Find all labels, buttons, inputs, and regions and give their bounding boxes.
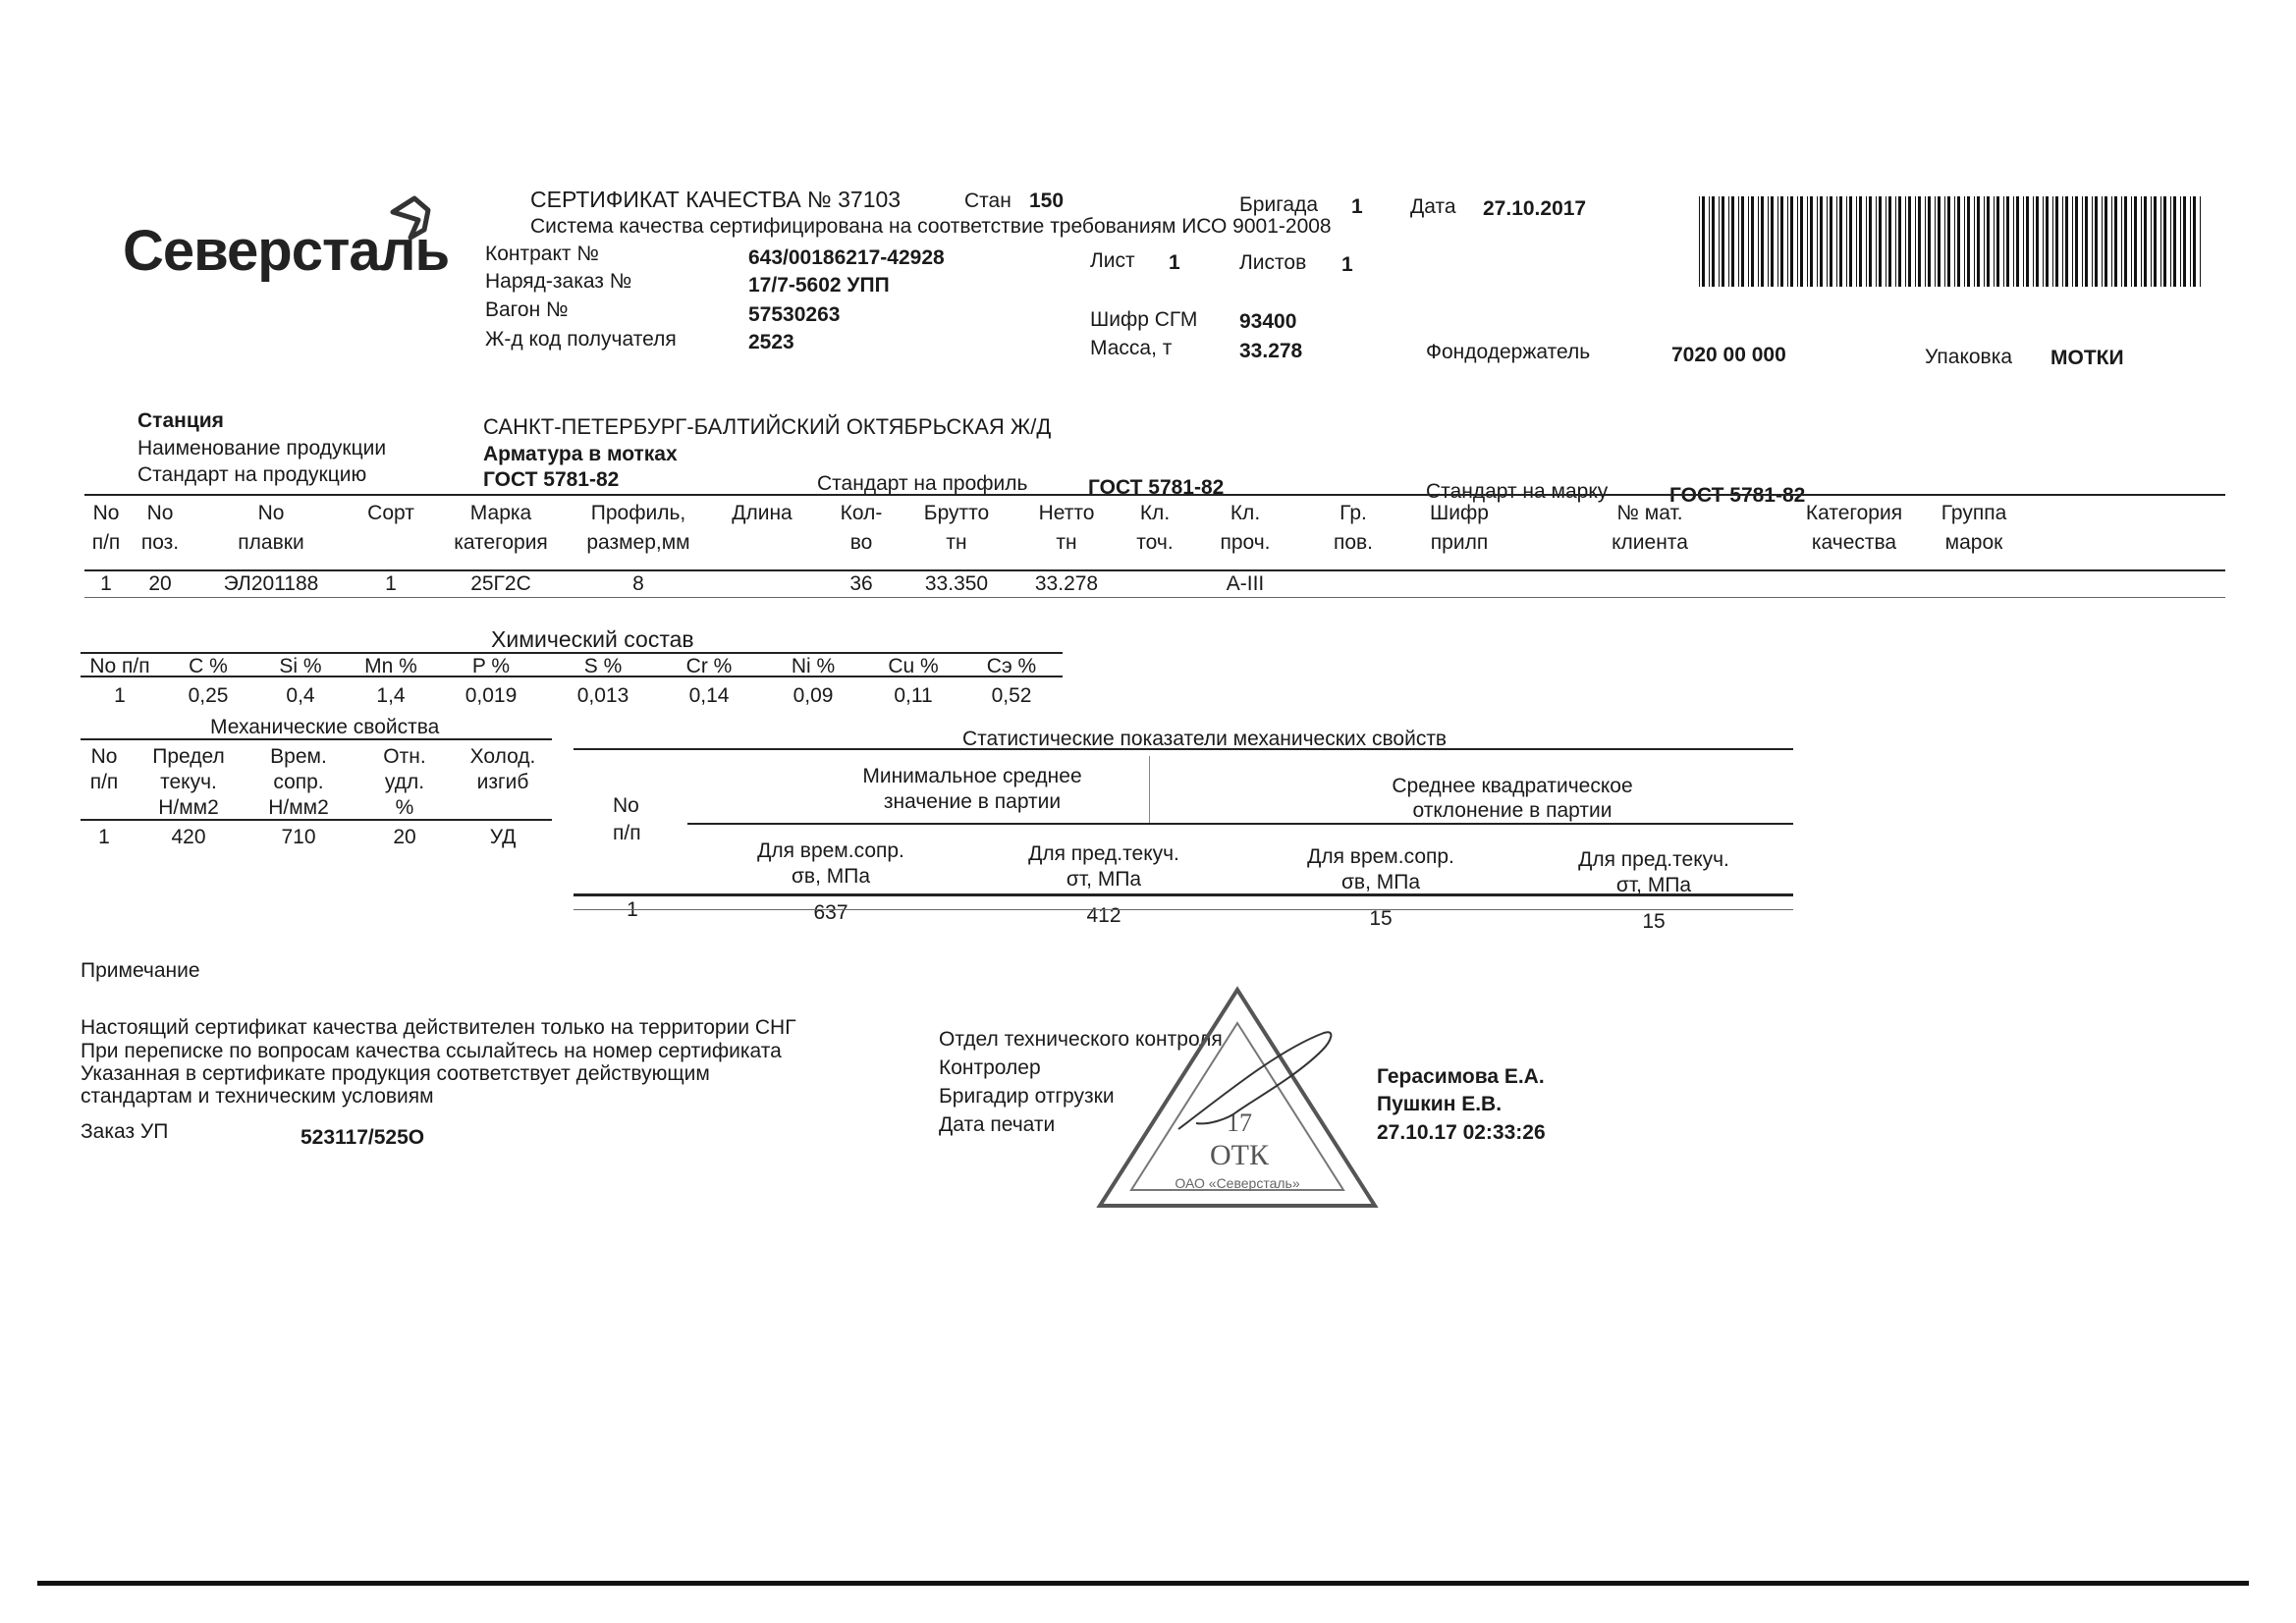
barcode-bar [1947,196,1950,287]
stats-sub-3-line1: Для пред.текуч. [1578,848,1729,871]
barcode-bar [1712,196,1715,287]
barcode-bar [1741,196,1744,287]
contract-label: Контракт № [485,243,599,265]
notes-line-1: Настоящий сертификат качества действителен только на территории СНГ [81,1016,796,1039]
mech-mid-rule [81,819,552,821]
barcode-bar [1967,196,1970,287]
barcode-bar [2075,196,2078,287]
stats-sub-2-line1: Для врем.сопр. [1307,845,1454,868]
barcode-bar [1709,196,1710,287]
barcode-bar [1984,196,1985,287]
barcode-bar [1830,196,1832,287]
controller-label: Контролер [939,1056,1041,1079]
main-col-header-4-line1: Марка [469,502,532,524]
main-col-header-16-line2: марок [1944,531,2003,554]
barcode-bar [1797,196,1798,287]
main-col-header-12-line2: пов. [1333,531,1374,554]
main-col-header-0-line1: No [92,502,120,524]
stats-sub-2-line2: σв, МПа [1340,871,1421,893]
mech-cell-2: 710 [281,826,316,848]
barcode-bar [1846,196,1847,287]
barcode-bar [2085,196,2088,287]
barcode-bar [1780,196,1783,287]
barcode-bar [2062,196,2063,287]
main-col-header-13-line2: прилп [1430,531,1489,554]
main-col-header-2-line1: No [257,502,285,524]
barcode [1699,196,2205,287]
print-date-label: Дата печати [939,1113,1056,1136]
sgm-value: 93400 [1239,310,1297,333]
barcode-bar [2183,196,2186,287]
chem-col-header-7: Ni % [791,655,836,677]
barcode-bar [1748,196,1749,287]
main-col-header-1-line1: No [146,502,174,524]
barcode-bar [1699,196,1700,287]
profile-std-value: ГОСТ 5781-82 [1088,476,1225,499]
mech-cell-3: 20 [393,826,416,848]
main-col-header-2-line2: плавки [238,531,304,554]
main-cell-3: 1 [385,572,397,595]
barcode-bar [1810,196,1813,287]
barcode-bar [2102,196,2103,287]
stats-sub-1-line2: σт, МПа [1066,868,1142,891]
barcode-bar [2141,196,2142,287]
stats-group1-line1: Минимальное среднее [862,765,1082,787]
stats-sub-0-line1: Для врем.сопр. [757,839,904,862]
main-col-header-5-line2: размер,мм [586,531,690,554]
stamp-otk-text: ОТК [1210,1139,1269,1171]
iso-line: Система качества сертифицирована на соответствие требованиям ИСО 9001-2008 [530,215,1332,238]
main-cell-2: ЭЛ201188 [223,572,319,595]
stan-label: Стан [964,189,1011,212]
chem-mid-rule [81,676,1063,677]
station-label: Станция [137,409,224,432]
brigadier-label: Бригадир отгрузки [939,1085,1115,1108]
barcode-bar [1758,196,1759,287]
chem-top-rule [81,652,1063,654]
main-col-header-9-line2: тн [1056,531,1077,554]
barcode-bar [1856,196,1857,287]
barcode-bar [1957,196,1960,287]
barcode-bar [1790,196,1793,287]
otk-label: Отдел технического контроля [939,1028,1223,1051]
barcode-bar [2105,196,2107,287]
main-col-header-10-line2: точ. [1136,531,1174,554]
date-value: 27.10.2017 [1483,197,1587,220]
barcode-bar [1898,196,1901,287]
main-col-header-13-line1: Шифр [1430,502,1489,524]
mech-col-header-0-line2: п/п [89,771,119,793]
mech-col-header-2-line1: Врем. [270,745,327,768]
barcode-bar [2173,196,2176,287]
chem-cell-6: 0,14 [688,684,730,707]
mech-cell-0: 1 [98,826,110,848]
barcode-bar [1722,196,1724,287]
mech-cell-4: УД [489,826,517,848]
product-value: Арматура в мотках [483,443,678,465]
barcode-bar [2151,196,2152,287]
barcode-bar [2065,196,2068,287]
profile-std-label: Стандарт на профиль [817,472,1028,495]
chem-col-header-3: Mn % [364,655,417,677]
stamp-org-text: ОАО «Северсталь» [1175,1175,1300,1191]
barcode-bar [1751,196,1754,287]
main-cell-1: 20 [148,572,172,595]
stats-cell-2: 412 [1086,904,1121,927]
wagon-value: 57530263 [748,303,841,326]
contract-value: 643/00186217-42928 [748,246,945,269]
mech-cell-1: 420 [171,826,206,848]
mech-col-header-2-line3: Н/мм2 [268,796,329,819]
chem-col-header-4: P % [471,655,511,677]
barcode-bar [2023,196,2024,287]
main-col-header-11-line2: проч. [1220,531,1271,554]
chem-cell-9: 0,52 [991,684,1032,707]
stats-no-label: No [613,794,639,817]
stan-value: 150 [1029,189,1065,212]
mech-col-header-0-line1: No [90,745,118,768]
otk-stamp [1090,982,1385,1217]
barcode-bar [2114,196,2117,287]
listov-label: Листов [1239,251,1307,274]
barcode-bar [1994,196,1995,287]
chem-col-header-6: Cr % [685,655,733,677]
barcode-bar [1719,196,1720,287]
order-value: 17/7-5602 УПП [748,274,890,297]
mech-title: Механические свойства [210,716,440,738]
barcode-bar [2111,196,2112,287]
stats-top-rule [574,748,1793,750]
fund-value: 7020 00 000 [1671,344,1786,366]
main-col-header-14-line1: № мат. [1616,502,1683,524]
barcode-bar [1836,196,1837,287]
main-col-header-5-line1: Профиль, [590,502,686,524]
stats-sub-1-line1: Для пред.текуч. [1028,842,1179,865]
barcode-bar [1771,196,1774,287]
main-col-header-10-line1: Кл. [1139,502,1171,524]
stats-cell-3: 15 [1369,907,1393,930]
mech-col-header-4-line2: изгиб [476,771,529,793]
main-col-header-15-line1: Категория [1805,502,1903,524]
barcode-bar [2072,196,2073,287]
barcode-bar [1827,196,1828,287]
listov-value: 1 [1341,253,1353,276]
chem-col-header-0: No п/п [89,655,150,677]
mech-col-header-2-line2: сопр. [273,771,324,793]
rail-code-label: Ж-д код получателя [485,328,677,351]
barcode-bar [1928,196,1931,287]
stamp-number: 17 [1227,1109,1252,1137]
brigadier-value: Пушкин Е.В. [1377,1093,1503,1115]
stats-group1-line2: значение в партии [883,790,1062,813]
barcode-bar [1938,196,1941,287]
barcode-bar [1974,196,1975,287]
chem-cell-0: 1 [114,684,126,707]
stats-bottom-rule [574,909,1793,910]
barcode-bar [2052,196,2053,287]
main-col-header-14-line2: клиента [1612,531,1688,554]
pack-value: МОТКИ [2050,347,2124,369]
chem-cell-2: 0,4 [286,684,315,707]
main-col-header-12-line1: Гр. [1339,502,1367,524]
stats-sub-3-line2: σт, МПа [1615,874,1692,896]
barcode-bar [1996,196,1999,287]
stats-sub-0-line2: σв, МПа [791,865,871,888]
main-cell-8: 33.350 [924,572,989,595]
barcode-bar [2055,196,2058,287]
barcode-bar [2003,196,2004,287]
stats-cell-4: 15 [1642,910,1666,933]
main-table-bottom-rule [84,597,2225,598]
barcode-bar [2033,196,2034,287]
main-col-header-0-line2: п/п [91,531,121,554]
main-cell-0: 1 [100,572,112,595]
main-col-header-15-line2: качества [1811,531,1897,554]
product-label: Наименование продукции [137,437,387,460]
barcode-bar [1768,196,1769,287]
main-col-header-7-line2: во [849,531,873,554]
main-table-header-rule [84,569,2225,571]
chem-col-header-8: Cu % [888,655,939,677]
barcode-bar [2013,196,2014,287]
main-col-header-16-line1: Группа [1941,502,2007,524]
grade-std-value: ГОСТ 5781-82 [1669,484,1806,507]
chem-col-header-2: Si % [279,655,322,677]
barcode-bar [2026,196,2029,287]
chem-cell-7: 0,09 [793,684,834,707]
barcode-bar [1728,196,1729,287]
mech-top-rule [81,738,552,740]
barcode-bar [2092,196,2093,287]
notes-label: Примечание [81,959,200,982]
main-col-header-8-line1: Брутто [923,502,990,524]
main-table-top-rule [84,494,2225,496]
controller-value: Герасимова Е.А. [1377,1065,1545,1088]
certificate-title: СЕРТИФИКАТ КАЧЕСТВА № 37103 [530,187,902,212]
barcode-bar [1817,196,1818,287]
barcode-bar [1807,196,1808,287]
mass-value: 33.278 [1239,340,1303,362]
stats-group2-line2: отклонение в партии [1412,799,1613,822]
barcode-bar [2046,196,2049,287]
barcode-bar [1859,196,1862,287]
barcode-bar [2121,196,2122,287]
main-col-header-8-line2: тн [946,531,967,554]
mech-col-header-1-line1: Предел [152,745,225,768]
barcode-bar [2131,196,2132,287]
mech-col-header-1-line3: Н/мм2 [158,796,219,819]
barcode-bar [1761,196,1764,287]
main-cell-5: 8 [632,572,644,595]
chem-col-header-5: S % [583,655,623,677]
barcode-bar [2200,196,2201,287]
stats-title: Статистические показатели механических свойств [962,728,1448,750]
chem-col-header-1: C % [189,655,228,677]
barcode-bar [2134,196,2137,287]
barcode-bar [1915,196,1916,287]
main-cell-11: А-III [1226,572,1265,595]
main-col-header-1-line2: поз. [140,531,180,554]
main-cell-9: 33.278 [1034,572,1099,595]
barcode-bar [1879,196,1882,287]
barcode-bar [1866,196,1867,287]
main-cell-4: 25Г2С [470,572,531,595]
stats-group-divider [1149,756,1150,825]
print-date-value: 27.10.17 02:33:26 [1377,1121,1546,1144]
mech-col-header-3-line2: удл. [384,771,425,793]
standard-value: ГОСТ 5781-82 [483,468,620,491]
station-value: САНКТ-ПЕТЕРБУРГ-БАЛТИЙСКИЙ ОКТЯБРЬСКАЯ Ж/Д [483,414,1052,439]
stats-cell-1: 637 [813,901,848,924]
date-label: Дата [1410,195,1456,218]
severstal-logo-text: Северсталь [123,219,450,283]
wagon-label: Вагон № [485,298,569,321]
barcode-bar [1918,196,1921,287]
barcode-bar [2144,196,2147,287]
barcode-bar [2016,196,2019,287]
stats-group2-line1: Среднее квадратическое [1392,775,1633,797]
stats-group-rule [687,823,1793,825]
fund-label: Фондодержатель [1426,341,1591,363]
mech-col-header-3-line1: Отн. [383,745,426,768]
standard-label: Стандарт на продукцию [137,463,367,486]
barcode-bar [2193,196,2196,287]
barcode-bar [2160,196,2161,287]
barcode-bar [1849,196,1852,287]
barcode-bar [1925,196,1926,287]
grade-std-label: Стандарт на марку [1426,480,1609,503]
barcode-bar [2082,196,2083,287]
notes-line-2: При переписке по вопросам качества ссылайтесь на номер сертификата [81,1040,782,1062]
barcode-bar [1908,196,1911,287]
barcode-bar [2170,196,2171,287]
notes-line-3: Указанная в сертификате продукция соответствует действующим [81,1062,710,1085]
notes-line-4: стандартам и техническим условиям [81,1085,434,1108]
chem-cell-4: 0,019 [465,684,518,707]
severstal-logo-icon [385,194,434,243]
main-col-header-4-line2: категория [454,531,548,554]
barcode-bar [1869,196,1872,287]
main-col-header-3-line1: Сорт [367,502,414,524]
barcode-bar [2163,196,2166,287]
barcode-bar [1905,196,1906,287]
stats-pp-label: п/п [613,822,641,844]
barcode-bar [2124,196,2127,287]
sgm-label: Шифр СГМ [1090,308,1198,331]
mech-col-header-3-line3: % [395,796,414,819]
barcode-bar [1738,196,1739,287]
barcode-bar [2036,196,2039,287]
barcode-bar [2095,196,2098,287]
barcode-bar [1987,196,1990,287]
barcode-bar [1977,196,1980,287]
main-cell-7: 36 [849,572,873,595]
barcode-bar [1839,196,1842,287]
main-col-header-7-line1: Кол- [840,502,883,524]
barcode-bar [1876,196,1877,287]
barcode-bar [1895,196,1896,287]
main-col-header-9-line1: Нетто [1038,502,1095,524]
brigada-label: Бригада [1239,193,1319,216]
pack-label: Упаковка [1925,346,2013,368]
barcode-bar [2006,196,2009,287]
rail-code-value: 2523 [748,331,794,353]
barcode-bar [1888,196,1891,287]
main-col-header-6-line1: Длина [732,502,793,524]
chem-col-header-9: Сэ % [986,655,1037,677]
barcode-bar [2043,196,2044,287]
barcode-bar [1702,196,1705,287]
main-col-header-11-line1: Кл. [1230,502,1261,524]
brigada-value: 1 [1351,195,1363,218]
list-value: 1 [1169,251,1180,274]
barcode-bar [1820,196,1823,287]
barcode-bar [1777,196,1778,287]
order-up-value: 523117/525О [301,1126,425,1149]
chem-cell-1: 0,25 [188,684,229,707]
mech-col-header-1-line2: текуч. [160,771,217,793]
barcode-bar [1964,196,1965,287]
page-bottom-rule [37,1581,2249,1586]
barcode-bar [2154,196,2157,287]
mass-label: Масса, т [1090,337,1173,359]
barcode-bar [1944,196,1945,287]
chem-cell-8: 0,11 [894,684,933,707]
barcode-bar [2180,196,2181,287]
barcode-bar [1800,196,1803,287]
chem-cell-3: 1,4 [376,684,406,707]
barcode-bar [1935,196,1936,287]
list-label: Лист [1090,249,1135,272]
chem-cell-5: 0,013 [576,684,629,707]
barcode-bar [2190,196,2191,287]
order-label: Наряд-заказ № [485,270,632,293]
stats-cell-0: 1 [627,898,638,921]
stats-mid-rule [574,893,1793,896]
order-up-label: Заказ УП [81,1120,169,1143]
barcode-bar [1787,196,1788,287]
barcode-bar [1731,196,1734,287]
mech-col-header-4-line1: Холод. [469,745,536,768]
chem-title: Химический состав [491,626,694,652]
barcode-bar [1954,196,1955,287]
